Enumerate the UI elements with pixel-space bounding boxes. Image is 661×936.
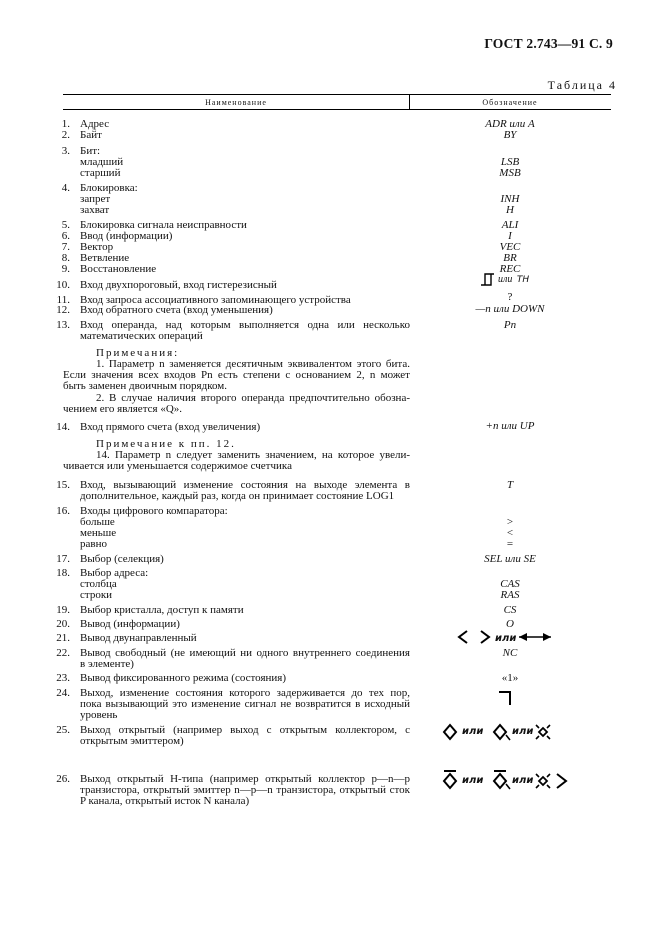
item-symbol: MSB	[499, 167, 521, 179]
item-subtext: захват	[80, 204, 110, 216]
or-word: или	[462, 775, 484, 786]
item-number: 21.	[56, 632, 70, 644]
item-symbol: REC	[499, 263, 521, 275]
item-text: Вход операнда, над которым выполняется одна или несколько	[80, 319, 410, 331]
item-number: 25.	[56, 724, 70, 736]
item-text: транзистора, открытый эмиттер n—p—n транзистора, открытый сток	[80, 784, 410, 796]
item-text: P канала, открытый исток N канала)	[80, 795, 250, 807]
item-number: 17.	[56, 553, 70, 565]
item-text: Блокировка:	[80, 182, 138, 194]
item-number: 12.	[56, 304, 70, 316]
item-text: Ветвление	[80, 252, 130, 264]
item-text: Вывод свободный (не имеющий ни одного внутреннего соединения	[80, 647, 410, 659]
item-symbol: +n или UP	[485, 420, 535, 432]
notes-title: Примечание к пп. 12.	[96, 438, 236, 450]
item-text: Вектор	[80, 241, 114, 253]
note-line: чением его является «Q».	[63, 403, 183, 415]
item-text: Ввод (информации)	[80, 230, 173, 242]
note-line: Если значения всех входов Pn есть степени с основанием 2, n может	[63, 369, 410, 381]
item-number: 6.	[61, 230, 70, 242]
item-number: 20.	[56, 618, 70, 630]
item-number: 5.	[61, 219, 70, 231]
item-text: Вход прямого счета (вход увеличения)	[80, 421, 261, 433]
or-word: или	[512, 726, 534, 737]
or-word: или	[462, 726, 484, 737]
item-number: 4.	[61, 182, 70, 194]
item-text: Адрес	[80, 118, 110, 130]
item-number: 24.	[56, 687, 70, 699]
item-subtext: больше	[80, 516, 115, 528]
item-symbol: INH	[500, 193, 520, 205]
note-line: 1. Параметр n заменяется десятичным эквивалентом этого бита.	[96, 358, 410, 370]
item-symbol: <	[506, 527, 514, 539]
item-symbol: BY	[503, 129, 517, 141]
open-output-icon	[443, 722, 553, 742]
item-text: Вход обратного счета (вход уменьшения)	[80, 304, 273, 316]
item-number: 23.	[56, 672, 70, 684]
item-symbol: —n или DOWN	[475, 303, 545, 315]
or-word: или	[498, 274, 513, 285]
table-header	[63, 94, 611, 110]
item-text: уровень	[80, 709, 118, 721]
item-number: 18.	[56, 567, 70, 579]
item-symbol: I	[508, 230, 512, 242]
item-subtext: меньше	[80, 527, 117, 539]
item-number: 10.	[56, 279, 70, 291]
item-text: Бит:	[80, 145, 101, 157]
item-text: Выход открытый (например выход с открытым коллектором, с	[80, 724, 410, 736]
item-number: 13.	[56, 319, 70, 331]
item-subtext: столбца	[80, 578, 117, 590]
item-text: Выбор кристалла, доступ к памяти	[80, 604, 244, 616]
item-symbol: SEL или SE	[484, 553, 536, 565]
item-symbol: RAS	[500, 589, 520, 601]
item-text: в элементе)	[80, 658, 134, 670]
item-text: Выбор (селекция)	[80, 553, 164, 565]
item-subtext: запрет	[80, 193, 111, 205]
item-text: пока вызывающий это изменение сигнал не возвратится в исходный	[80, 698, 410, 710]
item-text: Вывод двунаправленный	[80, 632, 197, 644]
table-title: Таблица 4	[547, 78, 617, 92]
or-word: или	[512, 775, 534, 786]
page-header: ГОСТ 2.743—91 С. 9	[484, 36, 613, 51]
item-number: 7.	[61, 241, 70, 253]
item-text: открытым эмиттером)	[80, 735, 184, 747]
item-text: Байт	[80, 129, 102, 141]
item-text: Блокировка сигнала неисправности	[80, 219, 247, 231]
item-symbol: Pn	[503, 319, 517, 331]
item-symbol: =	[506, 538, 514, 550]
item-text: Вывод (информации)	[80, 618, 180, 630]
item-symbol: ?	[507, 291, 513, 303]
item-symbol: ADR или A	[485, 118, 535, 130]
item-subtext: строки	[80, 589, 113, 601]
item-symbol: TH	[516, 275, 530, 285]
item-symbol: ALI	[501, 219, 519, 231]
item-symbol: «1»	[501, 672, 519, 684]
item-text: Вход, вызывающий изменение состояния на выходе элемента в	[80, 479, 410, 491]
item-subtext: младший	[80, 156, 124, 168]
item-text: Входы цифрового компаратора:	[80, 505, 228, 517]
note-line: 14. Параметр n следует заменить значением, на которое увели-	[96, 449, 410, 461]
item-text: Вход запроса ассоциативного запоминающего устройства	[80, 294, 351, 306]
item-text: Выход, изменение состояния которого задерживается до тех пор,	[80, 687, 410, 699]
postponed-output-icon	[498, 690, 512, 706]
item-text: Выход открытый Н-типа (например открытый коллектор p—n—p	[80, 773, 410, 785]
item-symbol: CAS	[500, 578, 520, 590]
item-number: 1.	[61, 118, 70, 130]
item-text: Восстановление	[80, 263, 157, 275]
item-number: 2.	[61, 129, 70, 141]
item-text: Выбор адреса:	[80, 567, 149, 579]
or-word: или	[495, 633, 517, 644]
item-text: дополнительное, каждый раз, когда он принимает состояние LOG1	[80, 490, 395, 502]
item-symbol: LSB	[500, 156, 520, 168]
item-number: 14.	[56, 421, 70, 433]
hysteresis-icon	[481, 273, 495, 287]
item-symbol: VEC	[499, 241, 521, 253]
item-number: 16.	[56, 505, 70, 517]
notes-title: Примечания:	[96, 347, 180, 359]
column-header-name: Наименование	[205, 98, 267, 107]
item-number: 3.	[61, 145, 70, 157]
item-symbol: BR	[503, 252, 517, 264]
item-symbol: O	[506, 618, 514, 630]
item-number: 15.	[56, 479, 70, 491]
item-symbol: NC	[502, 647, 518, 659]
item-number: 19.	[56, 604, 70, 616]
item-symbol: H	[506, 204, 514, 216]
item-text: Вывод фиксированного режима (состояния)	[80, 672, 287, 684]
item-symbol: T	[506, 479, 514, 491]
note-line: 2. В случае наличия второго операнда предпочтительно обозна-	[96, 392, 410, 404]
item-text: Вход двухпороговый, вход гистерезисный	[80, 279, 277, 291]
item-text: математических операций	[80, 330, 203, 342]
item-subtext: старший	[80, 167, 121, 179]
item-number: 26.	[56, 773, 70, 785]
column-header-symbol: Обозначение	[482, 98, 538, 107]
item-symbol: CS	[503, 604, 517, 616]
note-line: чивается или уменьшается содержимое счетчика	[63, 460, 292, 472]
item-number: 11.	[56, 294, 70, 306]
item-number: 9.	[61, 263, 70, 275]
item-symbol: >	[506, 516, 514, 528]
item-number: 8.	[61, 252, 70, 264]
item-subtext: равно	[80, 538, 107, 550]
item-number: 22.	[56, 647, 70, 659]
note-line: быть заменен двоичным порядком.	[63, 380, 227, 392]
